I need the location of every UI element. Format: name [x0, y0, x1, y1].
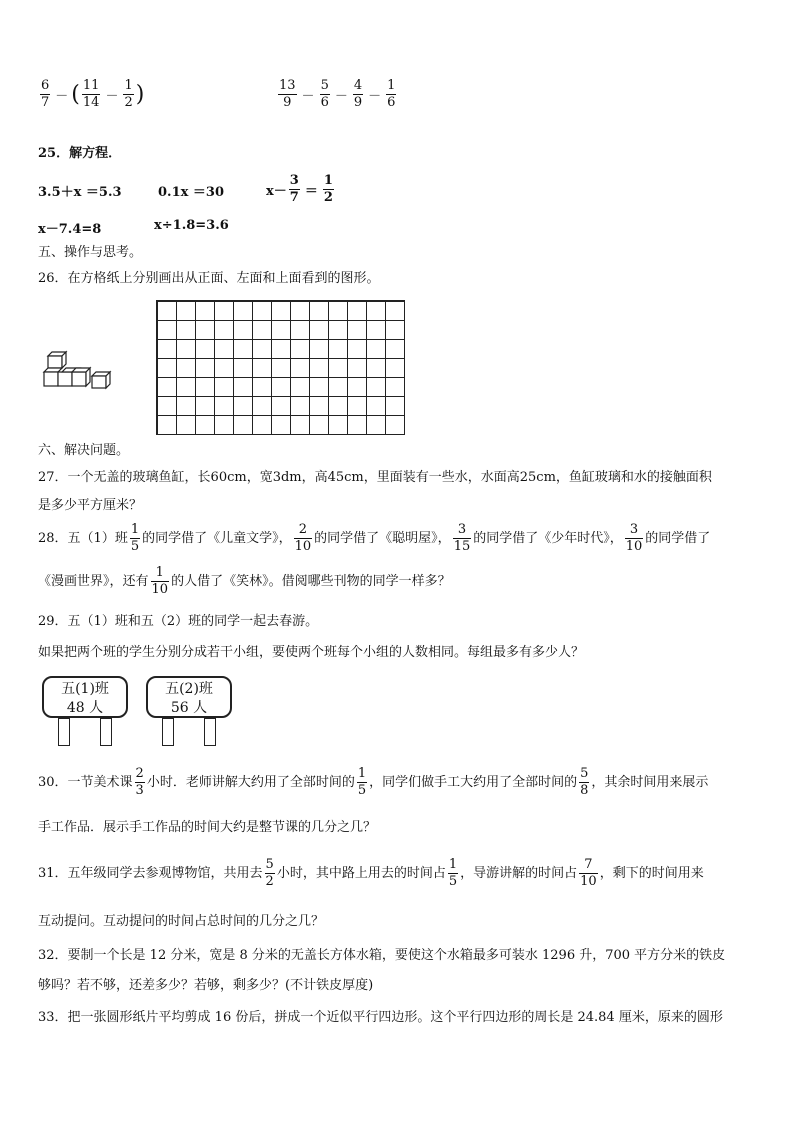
q30-line-2: 手工作品．展示手工作品的时间大约是整节课的几分之几？: [38, 820, 377, 835]
fraction: $\frac{6}{7}$: [41, 78, 50, 110]
equation-3: x－ $\frac{3}{7}$ ＝ $\frac{1}{2}$: [266, 173, 333, 205]
sign-leg: [58, 718, 70, 746]
fraction: $\frac{3}{10}$: [625, 522, 643, 554]
q28-line-2: 《漫画世界》，还有 $\frac{1}{10}$ 的人借了《笑林》。借阅哪些刊物的同学一样多？: [38, 565, 451, 597]
fraction: $\frac{2}{3}$: [135, 766, 144, 798]
fraction: $\frac{5}{2}$: [265, 857, 274, 889]
section-6-heading: 六、解决问题。: [38, 443, 130, 458]
equation-1: 3.5＋x ＝5.3: [38, 185, 122, 200]
sign-leg: [162, 718, 174, 746]
q29-line-2: 如果把两个班的学生分别分成若干小组，要使两个班每个小组的人数相同。每组最多有多少人？: [38, 645, 585, 660]
class-sign-2: 五(2)班 56 人: [146, 676, 232, 718]
sign-leg: [204, 718, 216, 746]
q31-line-1: 31．五年级同学去参观博物馆，共用去 $\frac{5}{2}$ 小时，其中路上用去的时间占 $\frac{1}{5}$ ，导游讲解的时间占 $\frac{7}{10}$ ，剩下的时间用来: [38, 857, 704, 889]
sign-leg: [100, 718, 112, 746]
grid-paper[interactable]: [156, 300, 405, 435]
q27-line-2: 是多少平方厘米？: [38, 498, 143, 513]
q33-line-1: 33．把一张圆形纸片平均剪成 16 份后，拼成一个近似平行四边形。这个平行四边形的周长是 24.84 厘米，原来的圆形: [38, 1010, 723, 1025]
equation-4: x－7.4=8: [38, 222, 102, 237]
q25-title: 25．解方程．: [38, 146, 122, 161]
fraction: $\frac{13}{9}$: [279, 78, 296, 110]
fraction: $\frac{2}{10}$: [294, 522, 312, 554]
fraction: $\frac{1}{2}$: [124, 78, 133, 110]
fraction: $\frac{1}{10}$: [151, 565, 169, 597]
fraction: $\frac{1}{5}$: [357, 766, 367, 798]
q29-line-1: 29．五（1）班和五（2）班的同学一起去春游。: [38, 614, 319, 629]
fraction: $\frac{3}{7}$: [289, 173, 299, 205]
q27-line-1: 27．一个无盖的玻璃鱼缸，长60cm，宽3dm，高45cm，里面装有一些水，水面高25cm，鱼缸玻璃和水的接触面积: [38, 470, 712, 485]
q30-line-1: 30．一节美术课 $\frac{2}{3}$ 小时．老师讲解大约用了全部时间的 $\frac{1}{5}$ ，同学们做手工大约用了全部时间的 $\frac{5}{8}$ ，其余时间用来展示: [38, 766, 709, 798]
cube-figure: [40, 350, 120, 390]
class-sign-1: 五(1)班 48 人: [42, 676, 128, 718]
q28-line-1: 28．五（1）班 $\frac{1}{5}$ 的同学借了《儿童文学》， $\frac{2}{10}$ 的同学借了《聪明屋》， $\frac{3}{15}$ 的同学借了《少年时代》， $\frac{3}{10}$ 的同学借了: [38, 522, 711, 554]
fraction: $\frac{3}{15}$: [453, 522, 471, 554]
calc-expression-2: $\frac{13}{9}$ － $\frac{5}{6}$ － $\frac{4}{9}$ － $\frac{1}{6}$: [279, 78, 396, 110]
fraction: $\frac{7}{10}$: [580, 857, 597, 889]
q26-text: 26．在方格纸上分别画出从正面、左面和上面看到的图形。: [38, 271, 380, 286]
fraction: $\frac{11}{14}$: [82, 78, 100, 110]
fraction: $\frac{5}{6}$: [320, 78, 329, 110]
fraction: $\frac{1}{6}$: [387, 78, 396, 110]
q32-line-2: 够吗？若不够，还差多少？若够，剩多少？(不计铁皮厚度): [38, 978, 374, 993]
fraction: $\frac{1}{5}$: [130, 522, 140, 554]
equation-5: x÷1.8=3.6: [154, 218, 229, 233]
fraction: $\frac{4}{9}$: [353, 78, 363, 110]
fraction: $\frac{5}{8}$: [580, 766, 589, 798]
section-5-heading: 五、操作与思考。: [38, 245, 143, 260]
q32-line-1: 32．要制一个长是 12 分米，宽是 8 分米的无盖长方体水箱，要使这个水箱最多可装水 1296 升，700 平方分米的铁皮: [38, 948, 726, 963]
fraction: $\frac{1}{5}$: [448, 857, 458, 889]
fraction: $\frac{1}{2}$: [323, 173, 333, 205]
equation-2: 0.1x ＝30: [158, 185, 224, 200]
q31-line-2: 互动提问。互动提问的时间占总时间的几分之几？: [38, 914, 325, 929]
calc-expression-1: $\frac{6}{7}$ － ( $\frac{11}{14}$ － $\frac{1}{2}$ ): [41, 78, 145, 110]
